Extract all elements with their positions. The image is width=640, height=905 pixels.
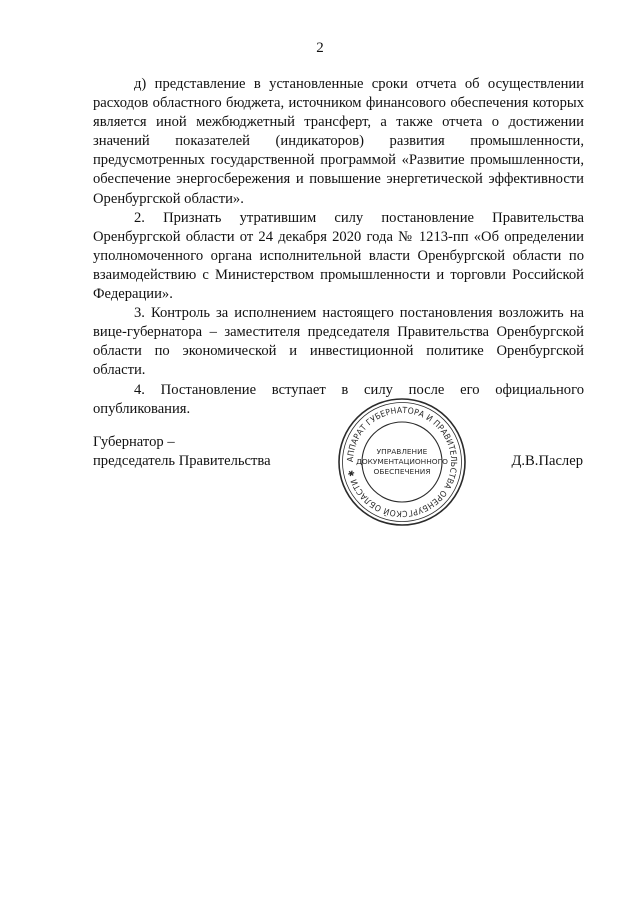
signatory-title [93, 433, 271, 471]
signatory-title-line1: Губернатор – [93, 434, 175, 450]
document-body [93, 75, 584, 419]
official-seal [336, 396, 468, 528]
seal-center-line3: ОБЕСПЕЧЕНИЯ [373, 467, 431, 476]
signatory-name: Д.В.Паслер [511, 453, 583, 469]
seal-ring-text: АППАРАТ ГУБЕРНАТОРА И ПРАВИТЕЛЬСТВА ОРЕНБУРГСКОЙ ОБЛАСТИ ✱ [344, 404, 460, 520]
seal-center-line2: ДОКУМЕНТАЦИОННОГО [356, 457, 448, 466]
paragraph-item-3: 3. Контроль за исполнением настоящего постановления возложить на вице-губернатора – заместителя председателя Правительства Оренбургской области по экономической и инвестиционной политике Оренбургской области. [93, 305, 584, 379]
paragraph-item-2: 2. Признать утратившим силу постановление Правительства Оренбургской области от 24 декабря 2020 года № 1213-пп «Об определении уполномоченного органа исполнительной власти Оренбургской области по взаимодействию с Министерством промышленности и торговли Российской Федерации». [93, 209, 584, 303]
signatory-title-line2: председатель Правительства [93, 453, 271, 469]
page-number: 2 [316, 40, 324, 56]
paragraph-item-4: 4. Постановление вступает в силу после его официального опубликования. [93, 381, 584, 417]
paragraph-item-d: д) представление в установленные сроки отчета об осуществлении расходов областного бюджета, источником финансового обеспечения которых является иной межбюджетный трансферт, а также отчета о достижении значений показателей (индикаторов) развития промышленности, предусмотренных государственной программой «Развитие промышленности, обеспечение энергосбережения и повышение энергетической эффективности Оренбургской области». [93, 76, 584, 207]
seal-center-line1: УПРАВЛЕНИЕ [376, 447, 428, 456]
